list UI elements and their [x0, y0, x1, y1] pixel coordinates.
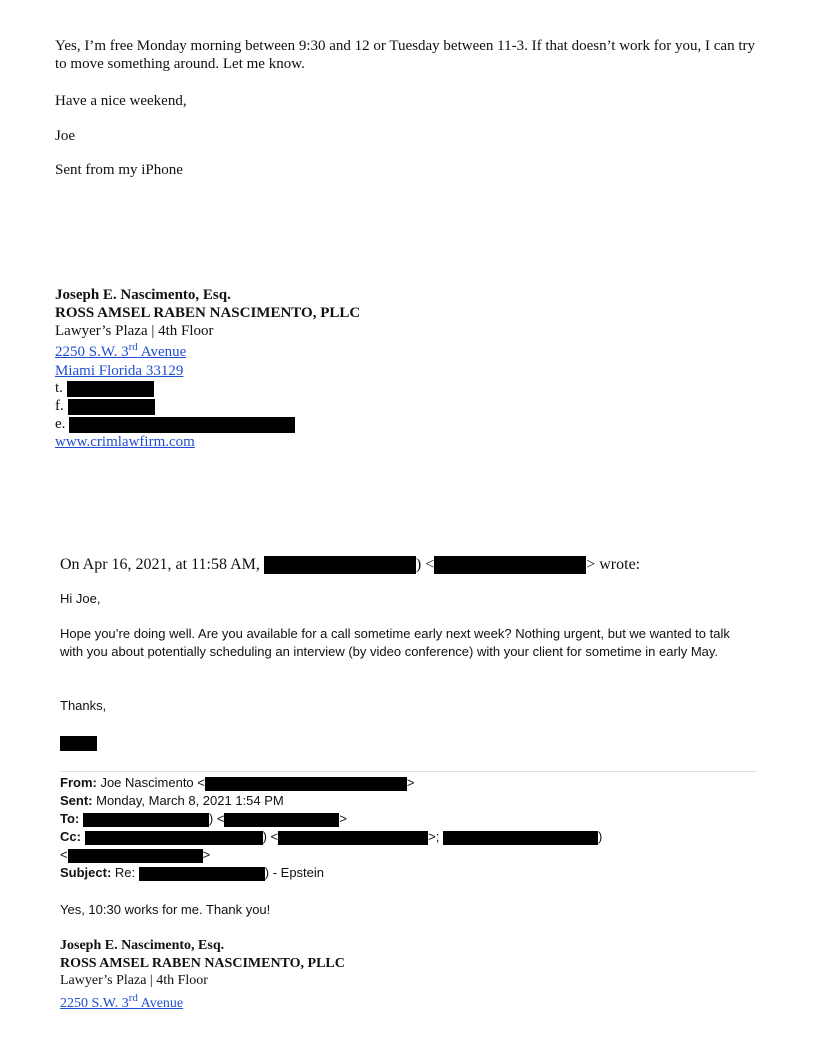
redaction-block	[68, 849, 203, 863]
earlier-body: Yes, 10:30 works for me. Thank you!	[60, 902, 271, 917]
redaction-block	[83, 813, 209, 827]
redaction-block	[205, 777, 407, 791]
address-street-prefix: 2250 S.W. 3	[55, 344, 129, 360]
signature-city-link[interactable]: Miami Florida 33129	[55, 363, 184, 379]
sent-value: Monday, March 8, 2021 1:54 PM	[92, 793, 284, 808]
signature-fax-row	[55, 397, 155, 415]
quoted-header-date: On Apr 16, 2021, at 11:58 AM,	[60, 556, 260, 573]
quoted-thanks: Thanks,	[60, 698, 107, 713]
redaction-block	[60, 736, 97, 751]
address-ordinal: rd	[128, 341, 138, 353]
signature-name: Joseph E. Nascimento, Esq.	[55, 287, 231, 303]
cc-list-separator: >;	[428, 829, 440, 844]
reply-body: Yes, I’m free Monday morning between 9:30 and 12 or Tuesday between 11-3. If that doesn’t work for you, I can try to move something around. Let me know.	[55, 38, 755, 72]
redaction-block	[85, 831, 263, 845]
quoted-header-separator: ) <	[415, 556, 435, 573]
fax-label: f.	[55, 398, 64, 414]
reply-sent-from: Sent from my iPhone	[55, 162, 183, 178]
from-label: From:	[60, 775, 97, 790]
redaction-block	[278, 831, 428, 845]
signature-email-row	[55, 415, 295, 433]
earlier-cc-row	[60, 828, 602, 846]
to-label: To:	[60, 811, 80, 826]
quoted-body: Hope you’re doing well. Are you available for a call sometime early next week? Nothing urgent, but we wanted to talk with you about potentially scheduling an interview (by video conference) with your client for sometime in early May.	[60, 626, 730, 659]
address2-street-prefix: 2250 S.W. 3	[60, 996, 129, 1011]
quoted-header-wrote: > wrote:	[586, 556, 641, 573]
signature-phone-row	[55, 379, 154, 397]
quoted-header	[60, 556, 640, 574]
subject-label: Subject:	[60, 865, 112, 880]
address2-street-suffix: Avenue	[137, 996, 184, 1011]
redaction-block	[139, 867, 265, 881]
from-end: >	[406, 775, 415, 790]
earlier-to-row	[60, 810, 347, 828]
to-end: >	[339, 811, 348, 826]
redaction-block	[224, 813, 339, 827]
reply-closing: Have a nice weekend,	[55, 93, 187, 109]
redaction-block	[69, 417, 295, 433]
signature-website-link[interactable]: www.crimlawfirm.com	[55, 434, 195, 450]
signature-address-link[interactable]	[55, 343, 186, 361]
from-value: Joe Nascimento <	[96, 775, 205, 790]
reply-name: Joe	[55, 128, 75, 144]
earlier-sent-row	[60, 792, 284, 810]
subject-end: ) - Epstein	[264, 865, 325, 880]
address2-ordinal: rd	[128, 992, 138, 1004]
address-street-suffix: Avenue	[137, 344, 187, 360]
signature2-firm: ROSS AMSEL RABEN NASCIMENTO, PLLC	[60, 956, 345, 971]
to-separator: ) <	[208, 811, 225, 826]
header-divider	[60, 771, 757, 772]
redaction-block	[443, 831, 598, 845]
cc-separator: ) <	[262, 829, 279, 844]
redaction-block	[434, 556, 586, 574]
signature2-name: Joseph E. Nascimento, Esq.	[60, 938, 225, 953]
redaction-block	[264, 556, 416, 574]
cc-label: Cc:	[60, 829, 81, 844]
earlier-subject-row	[60, 864, 324, 882]
cc-close: >	[202, 847, 211, 862]
cc-end: )	[597, 829, 603, 844]
subject-value: Re:	[111, 865, 136, 880]
sent-label: Sent:	[60, 793, 93, 808]
earlier-cc-row-continued	[60, 846, 210, 864]
signature2-office: Lawyer’s Plaza | 4th Floor	[60, 973, 208, 988]
earlier-from-row	[60, 774, 414, 792]
redaction-block	[68, 399, 155, 415]
signature-office: Lawyer’s Plaza | 4th Floor	[55, 323, 214, 339]
phone-label: t.	[55, 380, 63, 396]
email-label: e.	[55, 416, 66, 432]
quoted-greeting: Hi Joe,	[60, 591, 101, 606]
signature2-address-link[interactable]	[60, 992, 184, 1012]
redaction-block	[67, 381, 154, 397]
signature-firm: ROSS AMSEL RABEN NASCIMENTO, PLLC	[55, 305, 361, 321]
cc-open: <	[60, 847, 68, 862]
